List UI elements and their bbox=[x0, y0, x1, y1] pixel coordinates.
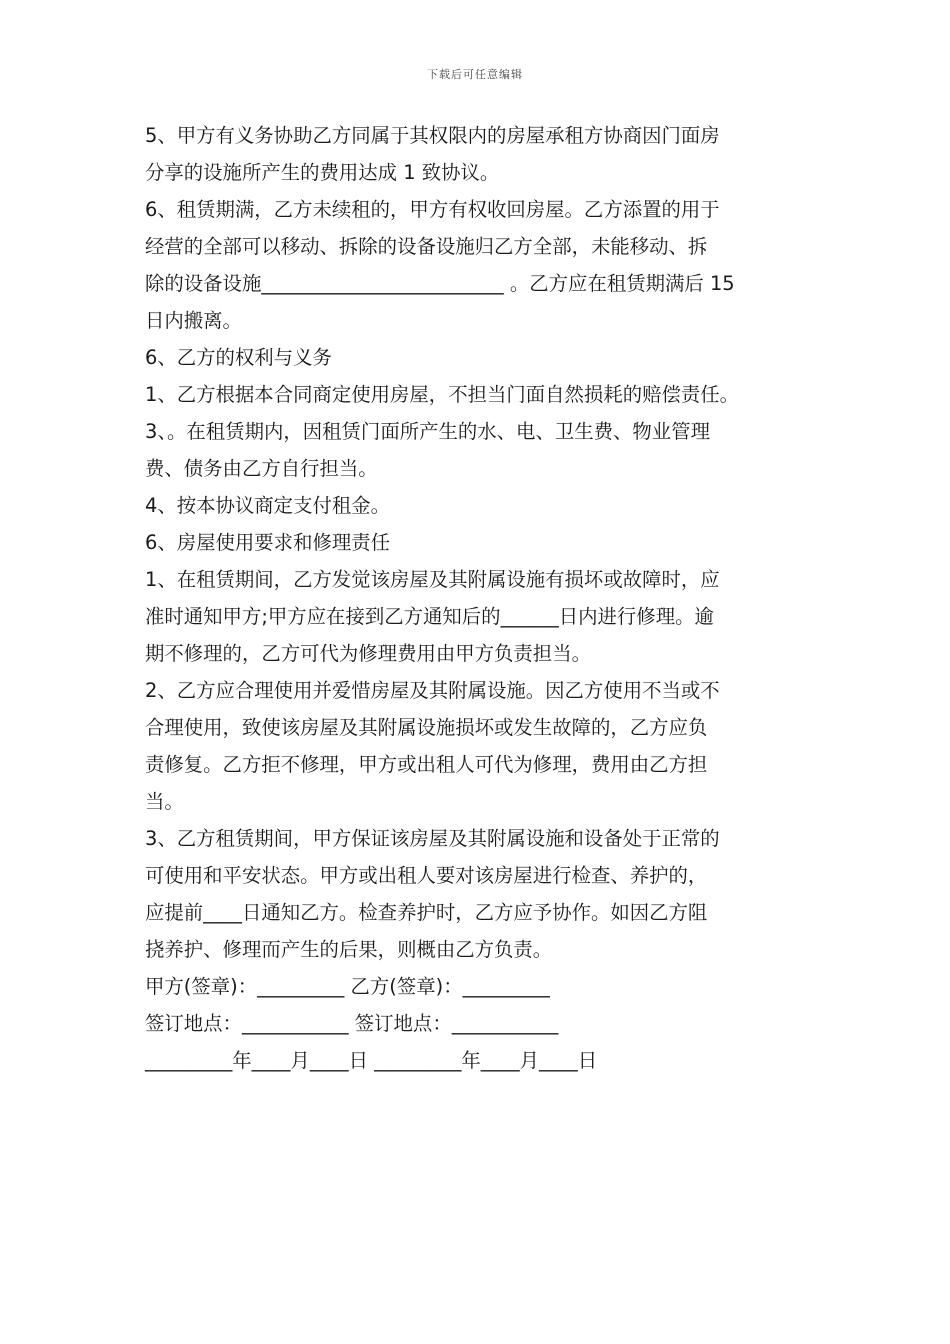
text-line: 责修复。乙方拒不修理，甲方或出租人可代为修理，费用由乙方担 bbox=[145, 753, 708, 776]
text-line: 除的设备设施_________________________ 。乙方应在租赁期满后 15 bbox=[145, 272, 735, 295]
text-line: 准时通知甲方;甲方应在接到乙方通知后的______日内进行修理。逾 bbox=[145, 605, 714, 628]
text-line: 当。 bbox=[145, 790, 184, 813]
signature-line: 甲方(签章)：_________ 乙方(签章)：_________ bbox=[145, 975, 550, 998]
text-line: 5、甲方有义务协助乙方同属于其权限内的房屋承租方协商因门面房 bbox=[145, 124, 720, 147]
document-body bbox=[145, 117, 825, 1079]
signing-location-line: 签订地点：___________ 签订地点：___________ bbox=[145, 1012, 559, 1035]
text-line: 1、乙方根据本合同商定使用房屋，不担当门面自然损耗的赔偿责任。 bbox=[145, 383, 740, 406]
page-header: 下载后可任意编辑 bbox=[427, 68, 523, 81]
text-line: 费、债务由乙方自行担当。 bbox=[145, 457, 378, 480]
text-line: 4、按本协议商定支付租金。 bbox=[145, 494, 391, 517]
text-line: 经营的全部可以移动、拆除的设备设施归乙方全部，未能移动、拆 bbox=[145, 235, 708, 258]
text-line: 可使用和平安状态。甲方或出租人要对该房屋进行检查、养护的， bbox=[145, 864, 708, 887]
text-line: 1、在租赁期间，乙方发觉该房屋及其附属设施有损坏或故障时，应 bbox=[145, 568, 720, 591]
text-line: 挠养护、修理而产生的后果，则概由乙方负责。 bbox=[145, 938, 553, 961]
text-line: 应提前____日通知乙方。检查养护时，乙方应予协作。如因乙方阻 bbox=[145, 901, 708, 924]
text-line: 3、乙方租赁期间，甲方保证该房屋及其附属设施和设备处于正常的 bbox=[145, 827, 720, 850]
text-line: 6、租赁期满，乙方未续租的，甲方有权收回房屋。乙方添置的用于 bbox=[145, 198, 720, 221]
text-line: 2、乙方应合理使用并爱惜房屋及其附属设施。因乙方使用不当或不 bbox=[145, 679, 720, 702]
date-line: _________年____月____日 _________年____月____日 bbox=[145, 1049, 598, 1072]
text-line: 3、。在租赁期内，因租赁门面所产生的水、电、卫生费、物业管理 bbox=[145, 420, 710, 443]
text-line: 期不修理的，乙方可代为修理费用由甲方负责担当。 bbox=[145, 642, 591, 665]
text-line: 合理使用，致使该房屋及其附属设施损坏或发生故障的，乙方应负 bbox=[145, 716, 708, 739]
text-line: 日内搬离。 bbox=[145, 309, 242, 332]
text-line: 分享的设施所产生的费用达成 1 致协议。 bbox=[145, 161, 500, 184]
section-heading: 6、房屋使用要求和修理责任 bbox=[145, 531, 391, 554]
section-heading: 6、乙方的权利与义务 bbox=[145, 346, 332, 369]
